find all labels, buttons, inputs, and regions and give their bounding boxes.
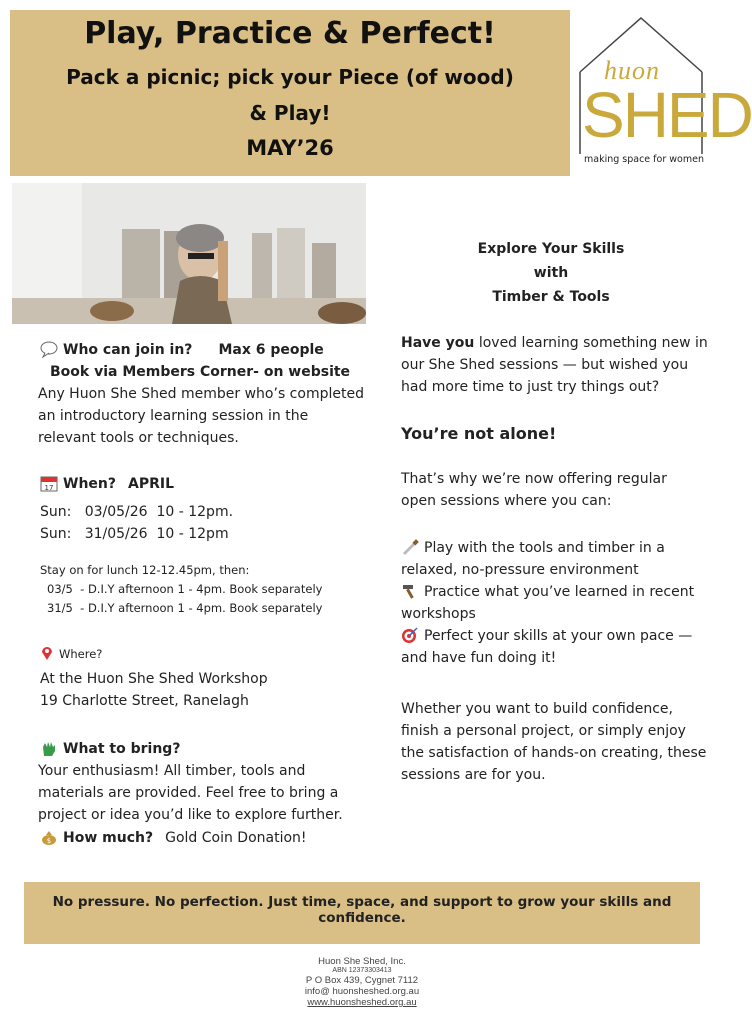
footer-banner-text: No pressure. No perfection. Just time, space, and support to grow your skills and confidence. (52, 894, 672, 926)
bring-description: Your enthusiasm! All timber, tools and materials are provided. Feel free to bring a project or idea you’d like to explore further. (38, 763, 343, 823)
org-name: Huon She Shed, Inc. (318, 956, 406, 967)
target-icon (401, 627, 419, 643)
list-item (401, 581, 711, 625)
glove-icon (40, 740, 58, 756)
month-label: MAY’26 (246, 136, 334, 160)
org-abn: ABN 12373303413 (332, 967, 392, 974)
page-title: Play, Practice & Perfect! (84, 16, 496, 51)
org-website-link[interactable]: www.huonsheshed.org.au (307, 997, 417, 1008)
saw-icon (401, 539, 419, 555)
intro-text: loved learning something new in our She Shed sessions — but wished you had more time to just try things out? (401, 335, 708, 395)
cost-label: How much? (63, 830, 154, 846)
max-people: Max 6 people (218, 342, 324, 358)
svg-text:17: 17 (44, 484, 54, 492)
who-section (40, 339, 370, 449)
intro-paragraph (401, 332, 711, 398)
when-label: When? (63, 476, 116, 492)
lunch-note: Stay on for lunch 12-12.45pm, then: (40, 563, 250, 577)
bring-label: What to bring? (63, 741, 181, 757)
list-item (401, 537, 711, 581)
where-label: Where? (59, 647, 103, 661)
svg-text:$: $ (46, 837, 52, 845)
booking-info: Book via Members Corner- on website (50, 364, 351, 380)
list-item (401, 625, 711, 669)
not-alone-heading: You’re not alone! (401, 424, 557, 443)
date-line-2: Sun: 31/05/26 10 - 12pm (40, 526, 229, 542)
explore-heading-line-1: Explore Your Skills (477, 241, 625, 257)
footer-banner (24, 882, 700, 944)
offering-paragraph: That’s why we’re now offering regular open sessions where you can: (401, 471, 667, 509)
logo-tagline: making space for women (584, 154, 704, 165)
speech-bubble-icon (40, 341, 58, 357)
explore-heading (401, 237, 701, 309)
closing-paragraph: Whether you want to build confidence, finish a personal project, or simply enjoy the satisfaction of hands-on creating, these sessions are for you. (401, 701, 707, 783)
when-month: APRIL (128, 476, 175, 492)
money-bag-icon (40, 829, 58, 845)
where-section (40, 645, 370, 712)
logo-word-huon: huon (604, 56, 660, 85)
page-subtitle-2: & Play! (249, 101, 331, 125)
where-line-2: 19 Charlotte Street, Ranelagh (40, 693, 249, 709)
where-line-1: At the Huon She Shed Workshop (40, 671, 268, 687)
workshop-photo (12, 183, 366, 324)
when-section (40, 473, 370, 618)
who-label: Who can join in? (63, 342, 193, 358)
huon-shed-logo (574, 14, 752, 174)
explore-heading-line-2: with (533, 265, 569, 281)
date-line-1: Sun: 03/05/26 10 - 12pm. (40, 504, 234, 520)
bring-section (40, 738, 370, 849)
explore-heading-line-3: Timber & Tools (492, 289, 610, 305)
org-email[interactable]: info@ huonsheshed.org.au (304, 986, 420, 997)
bullet-3-text: Perfect your skills at your own pace — and have fun doing it! (401, 628, 693, 666)
diy-line-1: 03/5 - D.I.Y afternoon 1 - 4pm. Book separately (47, 582, 323, 596)
bullet-2-text: Practice what you’ve learned in recent workshops (401, 584, 695, 622)
page-subtitle: Pack a picnic; pick your Piece (of wood) (66, 65, 514, 89)
diy-line-2: 31/5 - D.I.Y afternoon 1 - 4pm. Book separately (47, 601, 323, 615)
header-band (10, 10, 570, 176)
calendar-icon (40, 475, 58, 491)
map-pin-icon (40, 645, 54, 661)
who-description: Any Huon She Shed member who’s completed an introductory learning session in the relevant tools or techniques. (38, 386, 364, 446)
hammer-icon (401, 583, 419, 599)
cost-value: Gold Coin Donation! (165, 830, 307, 846)
logo-word-shed: SHED (582, 79, 752, 151)
org-po-box: P O Box 439, Cygnet 7112 (305, 975, 419, 986)
bullet-1-text: Play with the tools and timber in a relaxed, no-pressure environment (401, 540, 665, 578)
intro-bold: Have you (401, 335, 475, 351)
bullet-list (401, 537, 711, 669)
